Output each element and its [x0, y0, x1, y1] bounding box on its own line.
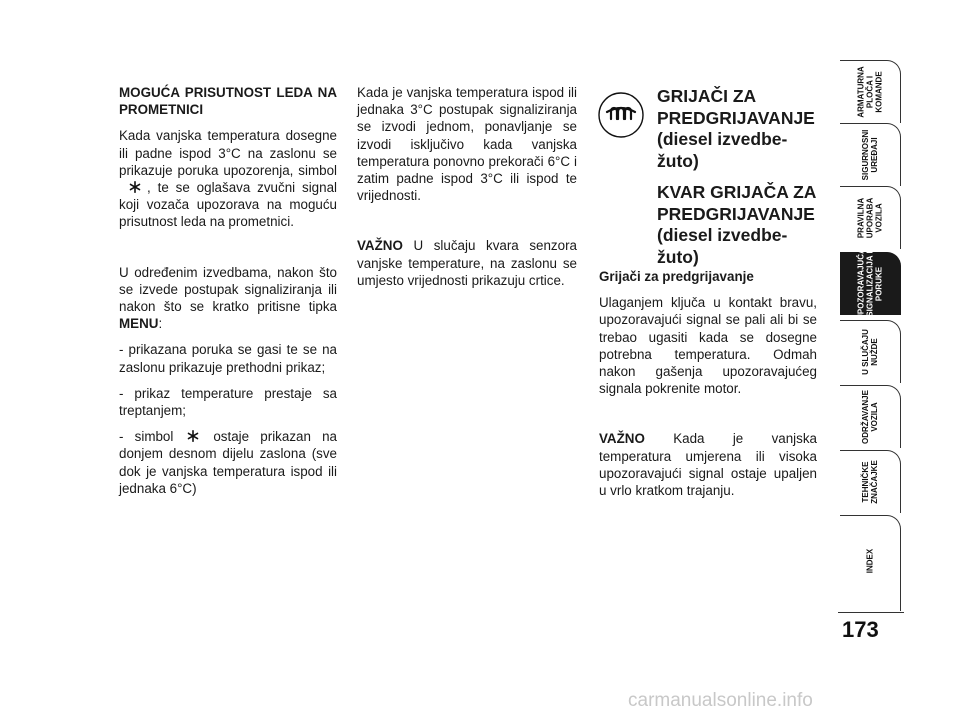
column-ice-warning	[119, 84, 337, 506]
text: , te se oglašava zvučni signal koji vozača upozorava na moguću prisutnost leda na prometnici.	[119, 180, 337, 230]
tab-sigurnosni-uredaji[interactable]	[840, 123, 901, 186]
text: ostaje prikazan na donjem desnom dijelu zaslona (sve dok je vanjska temperatura ispod ili jednaka 6°C)	[119, 429, 337, 496]
column-ice-warning-cont	[357, 84, 577, 298]
page-number: 173	[842, 617, 879, 642]
tab-tehnicke-znacajke[interactable]	[840, 450, 901, 513]
important-note	[599, 430, 817, 499]
tab-label: ARMATURNA PLOČA I KOMANDE	[856, 66, 884, 118]
tab-u-slucaju-nuzde[interactable]	[840, 320, 901, 383]
paragraph: - prikazana poruka se gasi te se na zaslonu prikazuje prethodni prikaz;	[119, 342, 337, 375]
important-note	[357, 237, 577, 289]
chapter-tabs	[836, 60, 906, 620]
snowflake-icon	[187, 430, 199, 442]
paragraph	[119, 264, 337, 333]
subheading: Grijači za predgrijavanje	[599, 269, 754, 284]
paragraph	[119, 428, 337, 497]
section-heading-ice: MOGUĆA PRISUTNOST LEDA NA PROMETNICI	[119, 85, 337, 118]
tab-label: U SLUČAJU NUŽDE	[861, 329, 879, 375]
tab-label: ODRŽAVANJE VOZILA	[861, 390, 879, 444]
paragraph	[119, 127, 337, 230]
paragraph: Kada je vanjska temperatura ispod ili jednaka 3°C postupak signaliziranja se izvodi jednom, ponavljanje se izvodi isključivo kada vanjska temperatura ponovno prekorači 6°C i zatim padne ispod 3°C ili ispod te vrijednosti.	[357, 85, 577, 204]
tab-armaturna-ploca[interactable]	[840, 60, 901, 123]
glow-plug-headings	[657, 86, 827, 278]
tab-label: SIGURNOSNI UREĐAJI	[861, 129, 879, 181]
section-heading-glow-plug-fault: KVAR GRIJAČA ZA PREDGRIJAVANJE (diesel izvedbe-žuto)	[657, 182, 816, 267]
glow-plug-icon	[597, 91, 645, 139]
section-heading-glow-plugs: GRIJAČI ZA PREDGRIJAVANJE (diesel izvedbe-žuto)	[657, 86, 815, 171]
watermark: carmanualsonline.info	[628, 690, 813, 711]
text: Kada je vanjska temperatura umjerena ili visoka upozoravajući signal ostaje upaljen u vrlo kratkom trajanju.	[599, 431, 817, 499]
text: U slučaju kvara senzora vanjske temperature, na zaslonu se umjesto vrijednosti prikazuju crtice.	[357, 238, 577, 288]
paragraph: - prikaz temperature prestaje sa treptanjem;	[119, 385, 337, 419]
tab-label: TEHNIČKE ZNAČAJKE	[861, 460, 879, 504]
column-glow-plugs	[599, 268, 817, 508]
important-label: VAŽNO	[357, 238, 403, 254]
text: - simbol	[119, 429, 174, 445]
menu-key-label: MENU	[119, 316, 159, 332]
tab-label: PRAVILNA UPORABA VOZILA	[856, 197, 884, 239]
important-label: VAŽNO	[599, 431, 645, 447]
divider	[838, 612, 904, 613]
tab-index[interactable]	[840, 515, 901, 611]
text: U određenim izvedbama, nakon što se izvede postupak signaliziranja ili nakon što se kratko pritisne tipka	[119, 264, 337, 315]
tab-odrzavanje-vozila[interactable]	[840, 385, 901, 448]
tab-pravilna-uporaba[interactable]	[840, 186, 901, 249]
tab-label: UPOZORAVAJUĆA SIGNALIZACIJA I PORUKE	[856, 248, 884, 320]
tab-upozoravajuca-signalizacija[interactable]	[840, 248, 901, 320]
paragraph: Ulaganjem ključa u kontakt bravu, upozoravajući signal se pali ali bi se trebao ugasiti kada se dosegne potrebna temperatura. Odmah nakon gašenja upozoravajućeg signala pokrenite motor.	[599, 295, 817, 397]
text: Kada vanjska temperatura dosegne ili padne ispod 3°C na zaslonu se prikazuje poruka upozorenja, simbol	[119, 128, 337, 178]
snowflake-icon	[129, 181, 141, 193]
tab-label: INDEX	[865, 548, 875, 574]
text: :	[158, 316, 163, 332]
